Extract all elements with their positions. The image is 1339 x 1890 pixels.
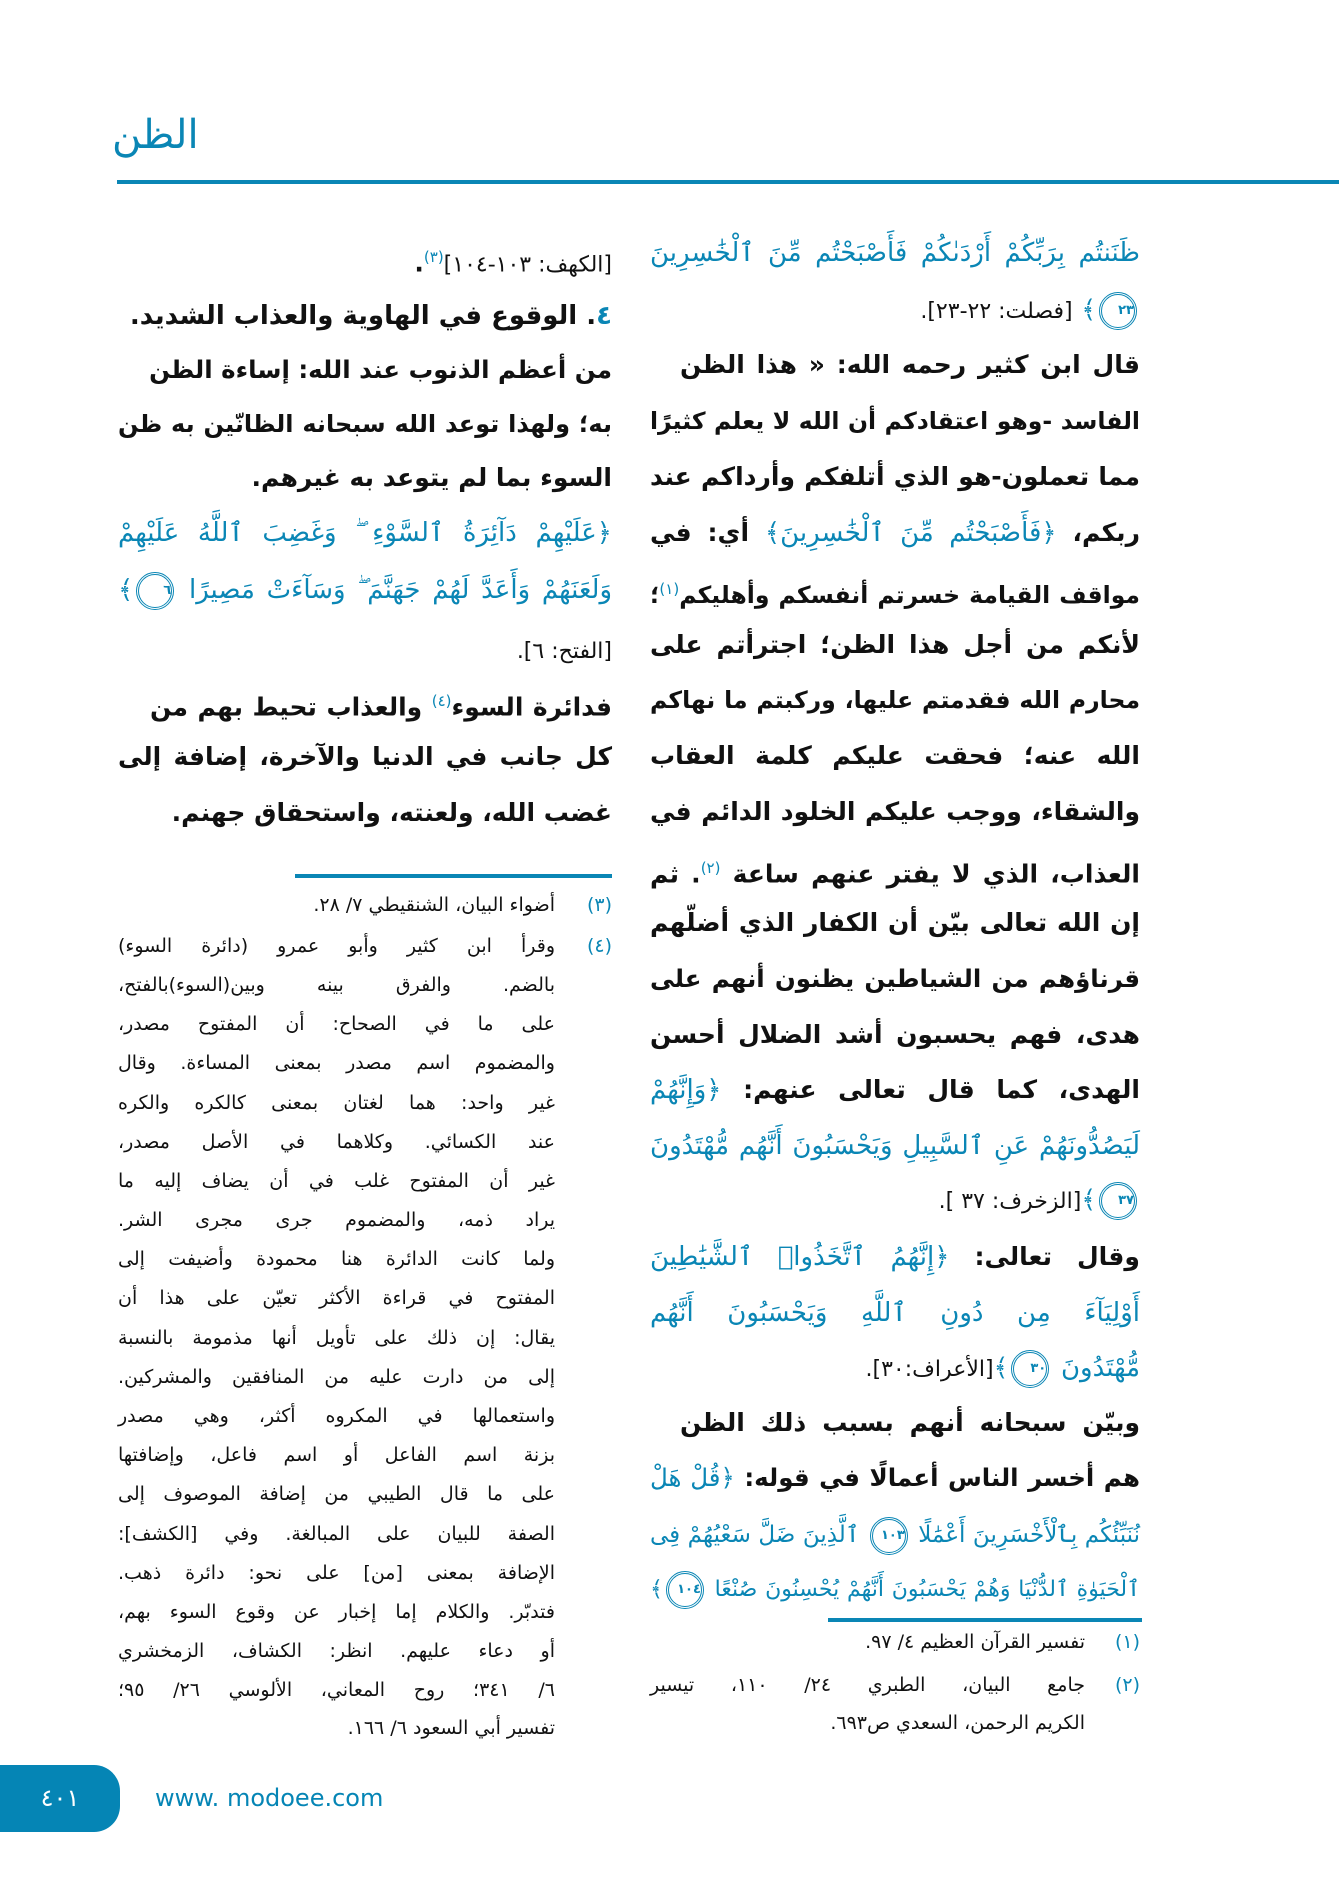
reference-text: [فصلت: ٢٢-٢٣]. (920, 299, 1073, 324)
quran-verse: لَيَصُدُّونَهُمْ عَنِ ٱلسَّبِيلِ وَيَحْسَبُونَ أَنَّهُم مُّهْتَدُونَ (650, 1131, 1140, 1161)
text: فدائرة السوء (451, 692, 612, 722)
text: مواقف القيامة خسرتم أنفسكم وأهليكم (679, 580, 1140, 609)
text: أي: في (650, 518, 750, 547)
footnote-line: الكريم الرحمن، السعدي ص٦٩٣. (830, 1712, 1085, 1734)
text: هم أخسر الناس أعمالًا في قوله: (744, 1463, 1140, 1492)
text: والعذاب تحيط بهم من (150, 692, 423, 722)
footnote-marker: (٢) (1114, 1674, 1140, 1696)
footnote-divider (295, 874, 612, 878)
footnote-line: ٦/ ٣٤١؛ روح المعاني، الألوسي ٢٦/ ٩٥؛ (118, 1679, 555, 1701)
footnote-line: بالضم. والفرق بينه وبين(السوء)بالفتح، (118, 974, 555, 996)
footnote-line: تفسير أبي السعود ٦/ ١٦٦. (347, 1717, 555, 1739)
footnote-ref[interactable]: (٣) (423, 248, 444, 266)
verse-end-ornament: ﴾ (993, 1353, 1009, 1382)
body-line (650, 1065, 1140, 1115)
quran-verse: ظَنَنتُم بِرَبِّكُمْ أَرْدَىٰكُمْ فَأَصْبَحْتُم مِّنَ ٱلْخَٰسِرِينَ (650, 238, 1140, 268)
footnote-marker: (٤) (586, 935, 612, 957)
body-line: وبيّن سبحانه أنهم بسبب ذلك الظن (680, 1408, 1140, 1437)
footnote-divider (828, 1618, 1142, 1622)
quran-quote: ﴿إِنَّهُمُ ٱتَّخَذُوا۟ ٱلشَّيَٰطِينَ (650, 1242, 950, 1272)
footnote-line: جامع البيان، الطبري ٢٤/ ١١٠، تيسير (650, 1674, 1085, 1696)
text: . (414, 248, 424, 278)
verse-text: وَلَعَنَهُمْ وَأَعَدَّ لَهُمْ جَهَنَّمَ ۖ وَسَآءَتْ مَصِيرًا (188, 575, 613, 605)
body-line: والشقاء، ووجب عليكم الخلود الدائم في (650, 797, 1140, 826)
quran-quote: مُّهْتَدُونَ (1060, 1353, 1140, 1383)
quran-verse: أَوْلِيَآءَ مِن دُونِ ٱللَّهِ وَيَحْسَبُونَ أَنَّهُم (650, 1298, 1140, 1328)
body-line: غضب الله، ولعنته، واستحقاق جهنم. (171, 798, 612, 827)
verse-text: نُنَبِّئُكُم بِٱلْأَخْسَرِينَ أَعْمَٰلًا (918, 1522, 1140, 1548)
reference-text: [الأعراف:٣٠]. (865, 1357, 994, 1382)
ayah-marker: ١٠٤ (666, 1571, 704, 1609)
verse-end-ornament: ﴾ (1081, 1185, 1096, 1214)
footnote-line: والمضموم اسم مصدر بمعنى المساءة. وقال (118, 1052, 555, 1074)
footnote-line: أو دعاء عليهم. انظر: الكشاف، الزمخشري (118, 1640, 555, 1662)
verse-text: ٱلَّذِينَ ضَلَّ سَعْيُهُمْ فِى (650, 1522, 860, 1548)
page-title: الظن (112, 112, 199, 158)
reference-text: [الكهف: ١٠٣-١٠٤] (443, 252, 612, 278)
section-heading (118, 291, 612, 341)
quran-verse (118, 565, 612, 615)
body-line: من أعظم الذنوب عند الله: إساءة الظن (149, 355, 612, 384)
text: وقال تعالى: (974, 1242, 1140, 1271)
footnote-line: فتدبّر. والكلام إما إخبار عن وقوع السوء بهم، (118, 1601, 555, 1623)
body-line: السوء بما لم يتوعد به غيرهم. (251, 463, 612, 492)
body-line (650, 843, 1140, 893)
body-line (650, 564, 1140, 614)
footnote-line: على ما قال الطيبي من إضافة الموصوف إلى (118, 1483, 555, 1505)
verse-reference (650, 285, 1140, 335)
body-line (650, 508, 1140, 558)
body-line: هدى، فهم يحسبون أشد الضلال أحسن (650, 1020, 1140, 1049)
heading-number: ٤ (596, 301, 612, 331)
text: الهدى، كما قال تعالى عنهم: (743, 1075, 1140, 1104)
body-line: مما تعملون-هو الذي أتلفكم وأرداكم عند (650, 462, 1140, 491)
footnote-ref[interactable]: (١) (659, 580, 680, 598)
footnote-line: غير واحد: هما لغتان بمعنى كالكره والكره (118, 1092, 555, 1114)
ayah-marker: ١٠٣ (870, 1517, 908, 1555)
body-line: لأنكم من أجل هذا الظن؛ اجترأتم على (650, 630, 1140, 659)
footnote-line: إلى من دارت عليه من المنافقين والمشركين. (118, 1366, 555, 1388)
verse-reference: [الفتح: ٦]. (516, 639, 612, 664)
text: ؛ (650, 580, 660, 609)
verse-reference (118, 232, 612, 282)
text: ربكم، (1072, 518, 1140, 547)
page-number: ٤٠١ (0, 1765, 120, 1832)
footnote-marker: (٣) (586, 894, 612, 916)
footnote-line: الصفة للبيان على المبالغة. وفي [الكشف]: (118, 1523, 555, 1545)
body-line: كل جانب في الدنيا والآخرة، إضافة إلى (118, 742, 612, 771)
body-line (650, 1453, 1140, 1503)
body-line: قال ابن كثير رحمه الله: « هذا الظن (680, 350, 1140, 379)
quran-quote: ﴿فَأَصْبَحْتُم مِّنَ ٱلْخَٰسِرِينَ﴾ (764, 518, 1057, 548)
website-url[interactable]: www. modoee.com (155, 1784, 384, 1812)
footnote-line: تفسير القرآن العظيم ٤/ ٩٧. (865, 1631, 1085, 1653)
footnote-line: على ما في الصحاح: أن المفتوح مصدر، (118, 1013, 555, 1035)
quran-verse (650, 1510, 1140, 1560)
ayah-marker: ٦ (136, 572, 174, 610)
footnote-line: ولما كانت الدائرة هنا محمودة وأضيفت إلى (118, 1248, 555, 1270)
footnote-line: المفتوح في قراءة الأكثر تعيّن على هذا أن (118, 1287, 555, 1309)
footnote-line: يراد ذمه، والمضموم جرى مجرى الشر. (118, 1209, 555, 1231)
verse-text: ٱلْحَيَوٰةِ ٱلدُّنْيَا وَهُمْ يَحْسَبُونَ أَنَّهُمْ يُحْسِنُونَ صُنْعًا (714, 1577, 1140, 1602)
body-line: إن الله تعالى بيّن أن الكفار الذي أضلّهم (650, 908, 1140, 937)
footnote-marker: (١) (1114, 1631, 1140, 1653)
footnote-line: بزنة اسم الفاعل أو اسم فاعل، وإضافتها (118, 1444, 555, 1466)
footnote-line: عند الكسائي. وكلاهما في الأصل مصدر، (118, 1131, 555, 1153)
footnote-line: أضواء البيان، الشنقيطي ٧/ ٢٨. (313, 894, 555, 916)
quran-verse (650, 1565, 1140, 1615)
text: العذاب، الذي لا يفتر عنهم ساعة (732, 859, 1140, 889)
ayah-marker: ٣٠ (1011, 1350, 1049, 1388)
footnote-line: الإضافة بمعنى [من] على نحو: دائرة ذهب. (118, 1562, 555, 1584)
body-line: قرناؤهم من الشياطين يظنون أنهم على (650, 964, 1140, 993)
header-divider (117, 180, 1339, 184)
body-line (650, 1232, 1140, 1282)
heading-text: . الوقوع في الهاوية والعذاب الشديد. (129, 301, 597, 331)
reference-text: [الزخرف: ٣٧ ]. (938, 1189, 1082, 1214)
text: . ثم (650, 859, 701, 889)
quran-quote: ﴿وَإِنَّهُمْ (650, 1075, 722, 1105)
quran-verse: ﴿عَلَيْهِمْ دَآئِرَةُ ٱلسَّوْءِ ۖ وَغَضِبَ ٱللَّهُ عَلَيْهِمْ (118, 518, 612, 548)
body-line: الفاسد -وهو اعتقادكم أن الله لا يعلم كثيرًا (650, 407, 1140, 435)
verse-end-ornament: ﴾ (650, 1577, 663, 1602)
footnote-ref[interactable]: (٢) (700, 859, 721, 877)
footnote-line: وقرأ ابن كثير وأبو عمرو (دائرة السوء) (118, 935, 555, 957)
body-line (150, 676, 612, 726)
footnote-line: يقال: إن ذلك على تأويل أنها مذمومة بالنسبة (118, 1327, 555, 1349)
ayah-marker: ٢٣ (1099, 292, 1137, 330)
body-line: به؛ ولهذا توعد الله سبحانه الظانّين به ظن (118, 410, 612, 438)
body-line: محارم الله فقدمتم عليها، وركبتم ما نهاكم (650, 686, 1140, 714)
ayah-marker: ٣٧ (1099, 1182, 1137, 1220)
quran-quote: ﴿قُلْ هَلْ (650, 1463, 735, 1492)
verse-reference (650, 1175, 1140, 1225)
body-line: الله عنه؛ فحقت عليكم كلمة العقاب (650, 741, 1140, 770)
footnote-line: واستعمالها في المكروه أكثر، وهي مصدر (118, 1405, 555, 1427)
verse-end-ornament: ﴾ (118, 575, 134, 605)
verse-end-ornament: ﴾ (1081, 295, 1096, 324)
footnote-line: غير أن المفتوح غلب في أن يضاف إليه ما (118, 1170, 555, 1192)
verse-reference (650, 1343, 1140, 1393)
footnote-ref[interactable]: (٤) (431, 692, 452, 710)
